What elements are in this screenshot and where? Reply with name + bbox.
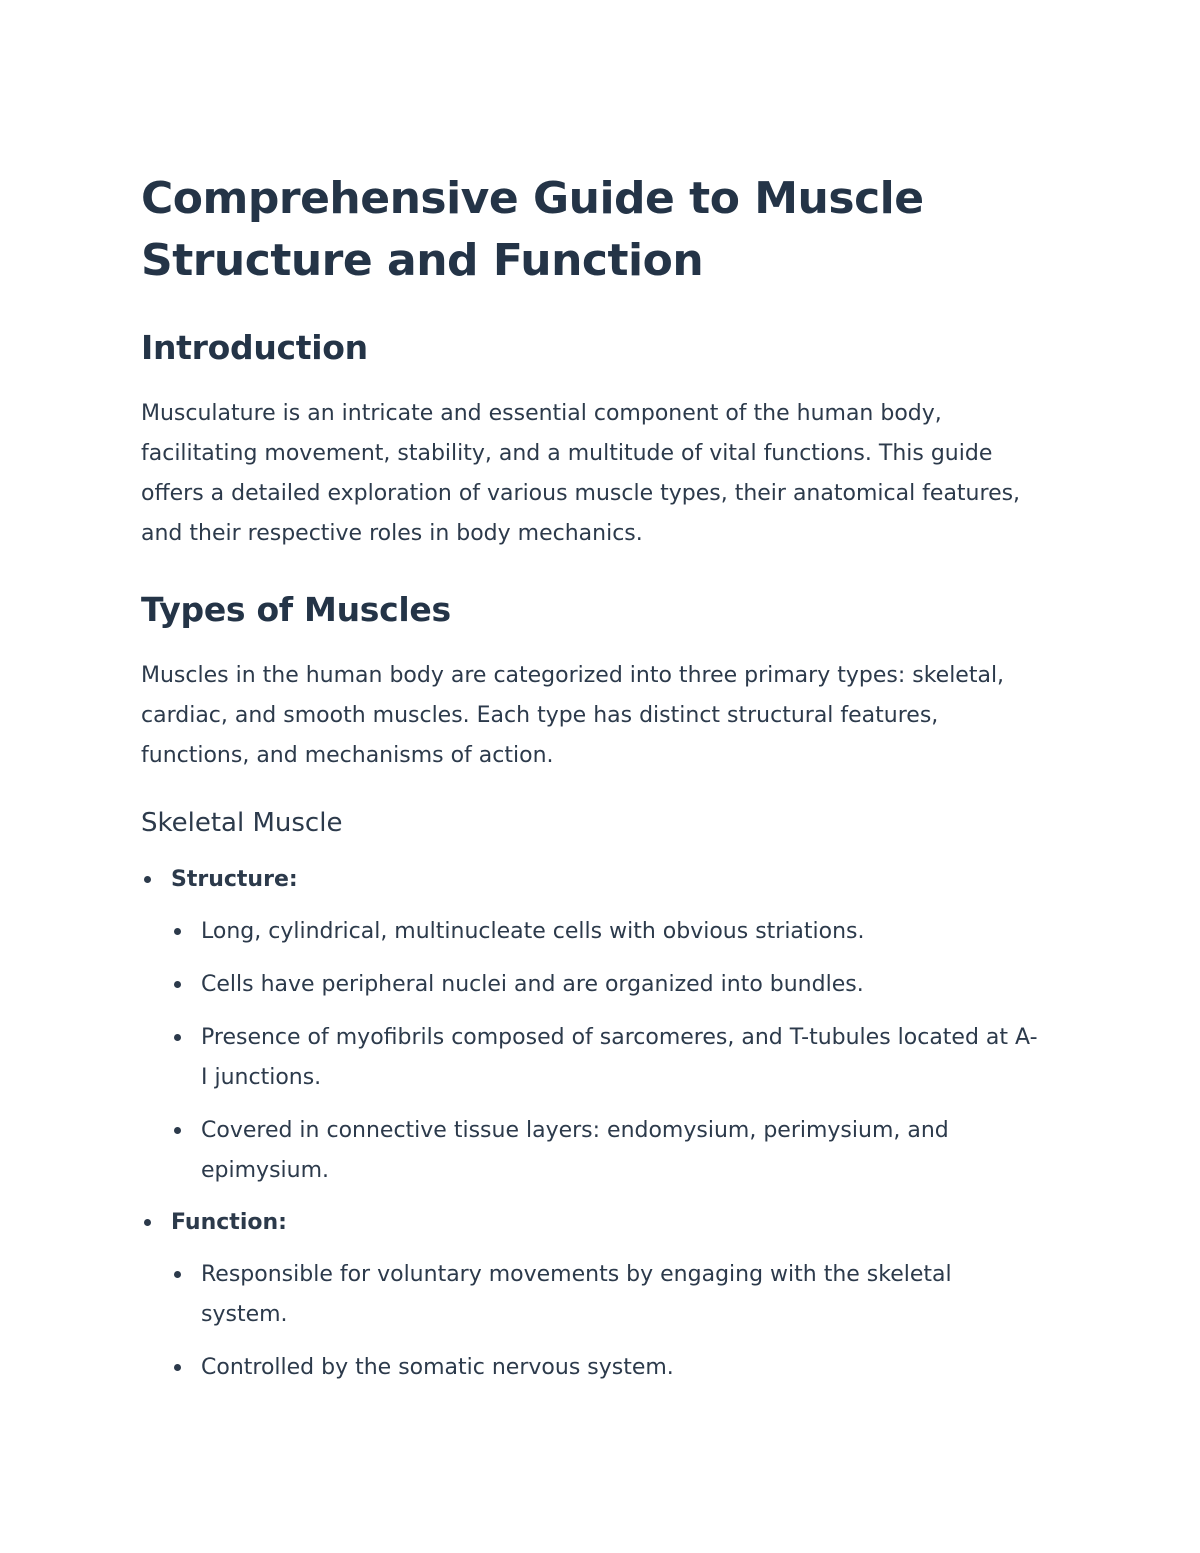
list-item [171,1018,1041,1098]
types-of-muscles-heading: Types of Muscles [141,590,451,629]
list-item [171,1255,1041,1335]
list-item [171,912,1041,952]
list-item-text: Responsible for voluntary movements by engaging with the skeletal system. [201,1262,952,1327]
introduction-paragraph: Musculature is an intricate and essential component of the human body, facilitating movement, stability, and a multitude of vital functions. This guide offers a detailed exploration of various muscle types, their anatomical features, and their respective roles in body mechanics. [141,401,1021,546]
structure-list-item [141,860,1041,1191]
list-item [171,1111,1041,1191]
function-sublist [171,1255,1041,1388]
bullet-icon [174,981,181,988]
list-item-text: Controlled by the somatic nervous system. [201,1355,674,1380]
document-page [141,168,1041,1388]
bullet-icon [144,876,151,883]
function-list-item [141,1203,1041,1388]
bullet-icon [144,1219,151,1226]
structure-label: Structure: [171,867,298,892]
function-label: Function: [171,1210,287,1235]
bullet-icon [174,1034,181,1041]
bullet-icon [174,928,181,935]
introduction-heading: Introduction [141,328,368,367]
list-item-text: Presence of myofibrils composed of sarcomeres, and T-tubules located at A-I junctions. [201,1025,1038,1090]
types-of-muscles-paragraph: Muscles in the human body are categorized into three primary types: skeletal, cardiac, and smooth muscles. Each type has distinct structural features, functions, and mechanisms of action. [141,663,1005,768]
bullet-icon [174,1127,181,1134]
list-item [171,965,1041,1005]
bullet-icon [174,1364,181,1371]
bullet-icon [174,1271,181,1278]
structure-sublist [171,912,1041,1191]
list-item-text: Covered in connective tissue layers: endomysium, perimysium, and epimysium. [201,1118,949,1183]
list-item-text: Long, cylindrical, multinucleate cells with obvious striations. [201,919,865,944]
skeletal-muscle-heading: Skeletal Muscle [141,808,343,838]
list-item-text: Cells have peripheral nuclei and are organized into bundles. [201,972,864,997]
document-title: Comprehensive Guide to Muscle Structure and Function [141,173,924,286]
skeletal-muscle-list [141,860,1041,1388]
list-item [171,1348,1041,1388]
